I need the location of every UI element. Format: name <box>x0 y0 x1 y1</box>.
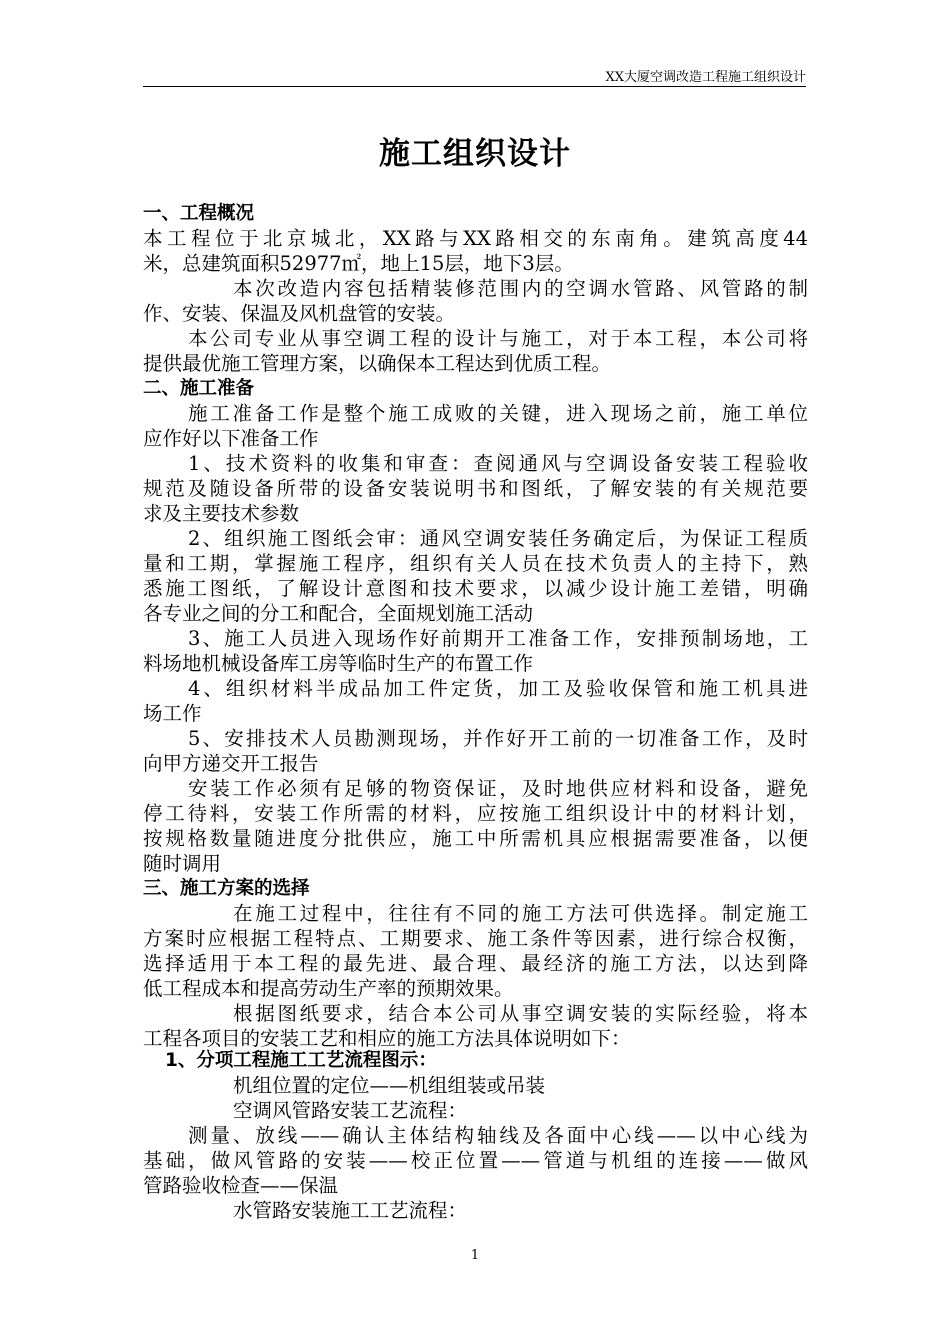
paragraph-line: 2、组织施工图纸会审：通风空调安装任务确定后，为保证工程质 <box>188 527 808 550</box>
paragraph-line: 根据图纸要求，结合本公司从事空调安装的实际经验，将本 <box>233 1002 808 1025</box>
section-heading: 三、施工方案的选择 <box>143 878 310 899</box>
paragraph-line: 本工程位于北京城北，XX路与XX路相交的东南角。建筑高度44 <box>143 227 808 250</box>
paragraph-line: 1、技术资料的收集和审查：查阅通风与空调设备安装工程验收 <box>188 452 808 475</box>
paragraph-line: 机组位置的定位——机组组装或吊装 <box>233 1074 546 1097</box>
paragraph-line: 向甲方递交开工报告 <box>143 752 319 775</box>
paragraph-line: 基础，做风管路的安装——校正位置——管道与机组的连接——做风 <box>143 1149 808 1172</box>
paragraph-line: 方案时应根据工程特点、工期要求、施工条件等因素，进行综合权衡， <box>143 927 808 950</box>
paragraph-line: 规范及随设备所带的设备安装说明书和图纸，了解安装的有关规范要 <box>143 477 808 500</box>
paragraph-line: 5、安排技术人员勘测现场，并作好开工前的一切准备工作，及时 <box>188 727 808 750</box>
paragraph-line: 选择适用于本工程的最先进、最合理、最经济的施工方法，以达到降 <box>143 952 808 975</box>
paragraph-line: 作、安装、保温及风机盘管的安装。 <box>143 302 456 325</box>
paragraph-line: 低工程成本和提高劳动生产率的预期效果。 <box>143 977 514 1000</box>
paragraph-line: 应作好以下准备工作 <box>143 427 319 450</box>
header-text: XX大厦空调改造工程施工组织设计 <box>605 70 806 85</box>
document-title: 施工组织设计 <box>379 136 571 172</box>
paragraph-line: 管路验收检查——保温 <box>143 1174 339 1197</box>
page-number: 1 <box>470 1248 480 1263</box>
paragraph-line: 提供最优施工管理方案，以确保本工程达到优质工程。 <box>143 352 612 375</box>
section-heading: 二、施工准备 <box>143 378 255 399</box>
paragraph-line: 场工作 <box>143 702 202 725</box>
paragraph-line: 空调风管路安装工艺流程： <box>233 1099 468 1122</box>
paragraph-line: 施工准备工作是整个施工成败的关键，进入现场之前，施工单位 <box>188 402 808 425</box>
paragraph-line: 停工待料，安装工作所需的材料，应按施工组织设计中的材料计划， <box>143 802 808 825</box>
subsection-heading: 1、分项工程施工工艺流程图示： <box>165 1050 437 1071</box>
section-heading: 一、工程概况 <box>143 203 255 224</box>
paragraph-line: 悉施工图纸，了解设计意图和技术要求，以减少设计施工差错，明确 <box>143 577 808 600</box>
paragraph-line: 在施工过程中，往往有不同的施工方法可供选择。制定施工 <box>233 902 808 925</box>
paragraph-line: 按规格数量随进度分批供应，施工中所需机具应根据需要准备，以便 <box>143 827 808 850</box>
paragraph-line: 4、组织材料半成品加工件定货，加工及验收保管和施工机具进 <box>188 677 808 700</box>
paragraph-line: 本次改造内容包括精装修范围内的空调水管路、风管路的制 <box>233 277 808 300</box>
paragraph-line: 求及主要技术参数 <box>143 502 300 525</box>
paragraph-line: 料场地机械设备库工房等临时生产的布置工作 <box>143 652 534 675</box>
paragraph-line: 工程各项目的安装工艺和相应的施工方法具体说明如下： <box>143 1027 631 1050</box>
paragraph-line: 各专业之间的分工和配合，全面规划施工活动 <box>143 602 534 625</box>
paragraph-line: 安装工作必须有足够的物资保证，及时地供应材料和设备，避免 <box>188 777 808 800</box>
paragraph-line: 随时调用 <box>143 852 222 875</box>
paragraph-line: 3、施工人员进入现场作好前期开工准备工作，安排预制场地，工 <box>188 627 808 650</box>
paragraph-line: 本公司专业从事空调工程的设计与施工，对于本工程，本公司将 <box>188 327 808 350</box>
paragraph-line: 量和工期，掌握施工程序，组织有关人员在技术负责人的主持下，熟 <box>143 552 808 575</box>
paragraph-line: 米，总建筑面积52977㎡，地上15层，地下3层。 <box>143 252 574 275</box>
paragraph-line: 测量、放线——确认主体结构轴线及各面中心线——以中心线为 <box>188 1124 808 1147</box>
paragraph-line: 水管路安装施工工艺流程： <box>233 1199 468 1222</box>
page-header <box>143 64 806 87</box>
